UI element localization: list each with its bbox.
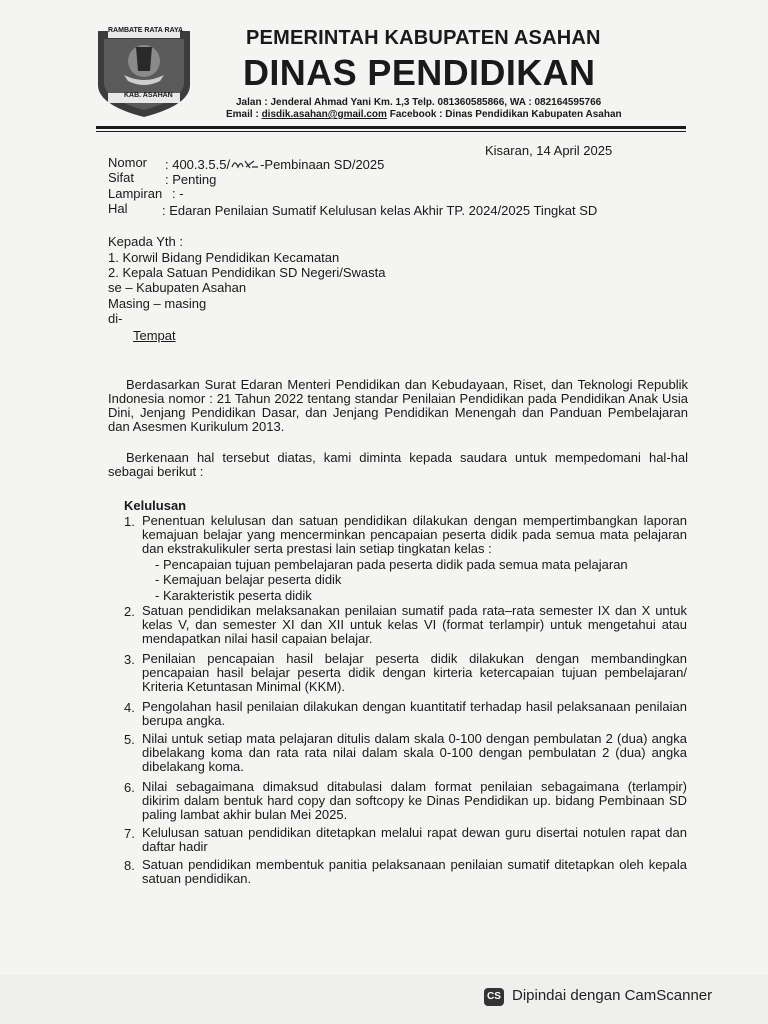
government-name: PEMERINTAH KABUPATEN ASAHAN xyxy=(246,27,601,49)
opening-paragraph: Berdasarkan Surat Edaran Menteri Pendidikan dan Kebudayaan, Riset, dan Teknologi Republik Indonesia nomor : 21 Tahun 2022 tentang standar Penilaian Pendidikan pada Pendidikan Anak Usia Dini, Jenjang Pendidikan Dasar, dan Jenjang Pendidikan Menengah dan Panduan Pembelajaran dan Asesmen Kurikulum 2013. xyxy=(108,377,688,434)
item-number: 6. xyxy=(124,780,135,795)
recipient-line: di- xyxy=(108,311,123,326)
handwritten-number-icon xyxy=(230,158,260,170)
sub-item: - Karakteristik peserta didik xyxy=(155,588,312,603)
section-title: Kelulusan xyxy=(124,498,187,513)
item-number: 8. xyxy=(124,858,135,873)
item-number: 1. xyxy=(124,514,135,529)
email-link[interactable]: disdik.asahan@gmail.com xyxy=(261,109,387,120)
recipient-line: 2. Kepala Satuan Pendidikan SD Negeri/Swasta xyxy=(108,265,386,280)
letterhead-rule-thin xyxy=(96,131,686,132)
nomor-label: Nomor xyxy=(108,155,148,170)
nomor-prefix: : 400.3.5.5/ xyxy=(165,157,231,172)
tempat-label: Tempat xyxy=(133,328,176,343)
nomor-suffix: -Pembinaan SD/2025 xyxy=(260,157,385,172)
recipient-line: 1. Korwil Bidang Pendidikan Kecamatan xyxy=(108,250,340,265)
sub-item: - Pencapaian tujuan pembelajaran pada peserta didik pada semua mata pelajaran xyxy=(155,557,628,572)
sifat-label: Sifat xyxy=(108,170,135,185)
letterhead-rule xyxy=(96,126,686,129)
lampiran-label: Lampiran xyxy=(108,186,163,201)
list-item: Pengolahan hasil penilaian dilakukan dengan kuantitatif terhadap hasil pelaksanaan penilaian berupa angka. xyxy=(142,699,687,728)
item-number: 3. xyxy=(124,652,135,667)
camscanner-logo-icon: CS xyxy=(484,988,504,1006)
kepada-label: Kepada Yth : xyxy=(108,234,183,249)
lampiran-value: : - xyxy=(172,186,184,201)
nomor-value xyxy=(165,157,384,172)
scanner-watermark: Dipindai dengan CamScanner xyxy=(512,987,713,1004)
item-number: 4. xyxy=(124,700,135,715)
emblem-banner-text: RAMBATE RATA RAYA xyxy=(108,27,184,34)
place-date: Kisaran, 14 April 2025 xyxy=(485,143,613,158)
office-contact xyxy=(226,109,622,120)
sub-item: - Kemajuan belajar peserta didik xyxy=(155,572,342,587)
list-item: Nilai untuk setiap mata pelajaran ditulis dalam skala 0-100 dengan pembulatan 2 (dua) angka dibelakang koma dan rata rata nilai dalam skala 0-100 dengan pembulatan 2 (dua) angka dibelakang koma. xyxy=(142,731,687,774)
recipient-line: se – Kabupaten Asahan xyxy=(108,280,247,295)
hal-label: Hal xyxy=(108,201,128,216)
hal-value: : Edaran Penilaian Sumatif Kelulusan kelas Akhir TP. 2024/2025 Tingkat SD xyxy=(162,203,598,218)
list-item: Penentuan kelulusan dan satuan pendidikan dilakukan dengan mempertimbangkan laporan kemajuan belajar yang mencerminkan pencapaian peserta didik pada semua mata pelajaran dan ekstrakulikuler serta prestasi lain setiap tingkatan kelas : xyxy=(142,513,687,556)
list-item: Nilai sebagaimana dimaksud ditabulasi dalam format penilaian sebagaimana (terlampir) dikirim dalam bentuk hard copy dan softcopy ke Dinas Pendidikan up. bidang Pembinaan SD paling lambat akhir bulan Mei 2025. xyxy=(142,779,687,822)
list-item: Kelulusan satuan pendidikan ditetapkan melalui rapat dewan guru disertai notulen rapat dan daftar hadir xyxy=(142,825,687,854)
list-item: Penilaian pencapaian hasil belajar peserta didik dilakukan dengan membandingkan pencapaian hasil belajar peserta didik dengan kirteria ketercapaian tujuan pembelajaran/ Kriteria Ketuntasan Minimal (KKM). xyxy=(142,651,687,694)
item-number: 7. xyxy=(124,826,135,841)
office-address: Jalan : Jenderal Ahmad Yani Km. 1,3 Telp. 081360585866, WA : 082164595766 xyxy=(236,97,602,108)
list-item: Satuan pendidikan membentuk panitia pelaksanaan penilaian sumatif ditetapkan oleh kepala satuan pendidikan. xyxy=(142,857,687,886)
regency-emblem-icon xyxy=(94,25,194,120)
item-number: 5. xyxy=(124,732,135,747)
list-item: Satuan pendidikan melaksanakan penilaian sumatif pada rata–rata semester IX dan X untuk kelas V, dan semester XI dan XII untuk kelas VI (format terlampir) untuk mengetahui atau mendapatkan nilai hasil capaian belajar. xyxy=(142,603,687,646)
sifat-value: : Penting xyxy=(165,172,217,187)
email-label: Email : xyxy=(226,109,262,120)
emblem-caption-text: KAB. ASAHAN xyxy=(124,92,173,99)
facebook-text: Facebook : Dinas Pendidikan Kabupaten Asahan xyxy=(386,109,622,120)
instruction-paragraph: Berkenaan hal tersebut diatas, kami diminta kepada saudara untuk mempedomani hal-hal sebagai berikut : xyxy=(108,450,688,479)
recipient-line: Masing – masing xyxy=(108,296,207,311)
office-name: DINAS PENDIDIKAN xyxy=(243,52,596,93)
item-number: 2. xyxy=(124,604,135,619)
